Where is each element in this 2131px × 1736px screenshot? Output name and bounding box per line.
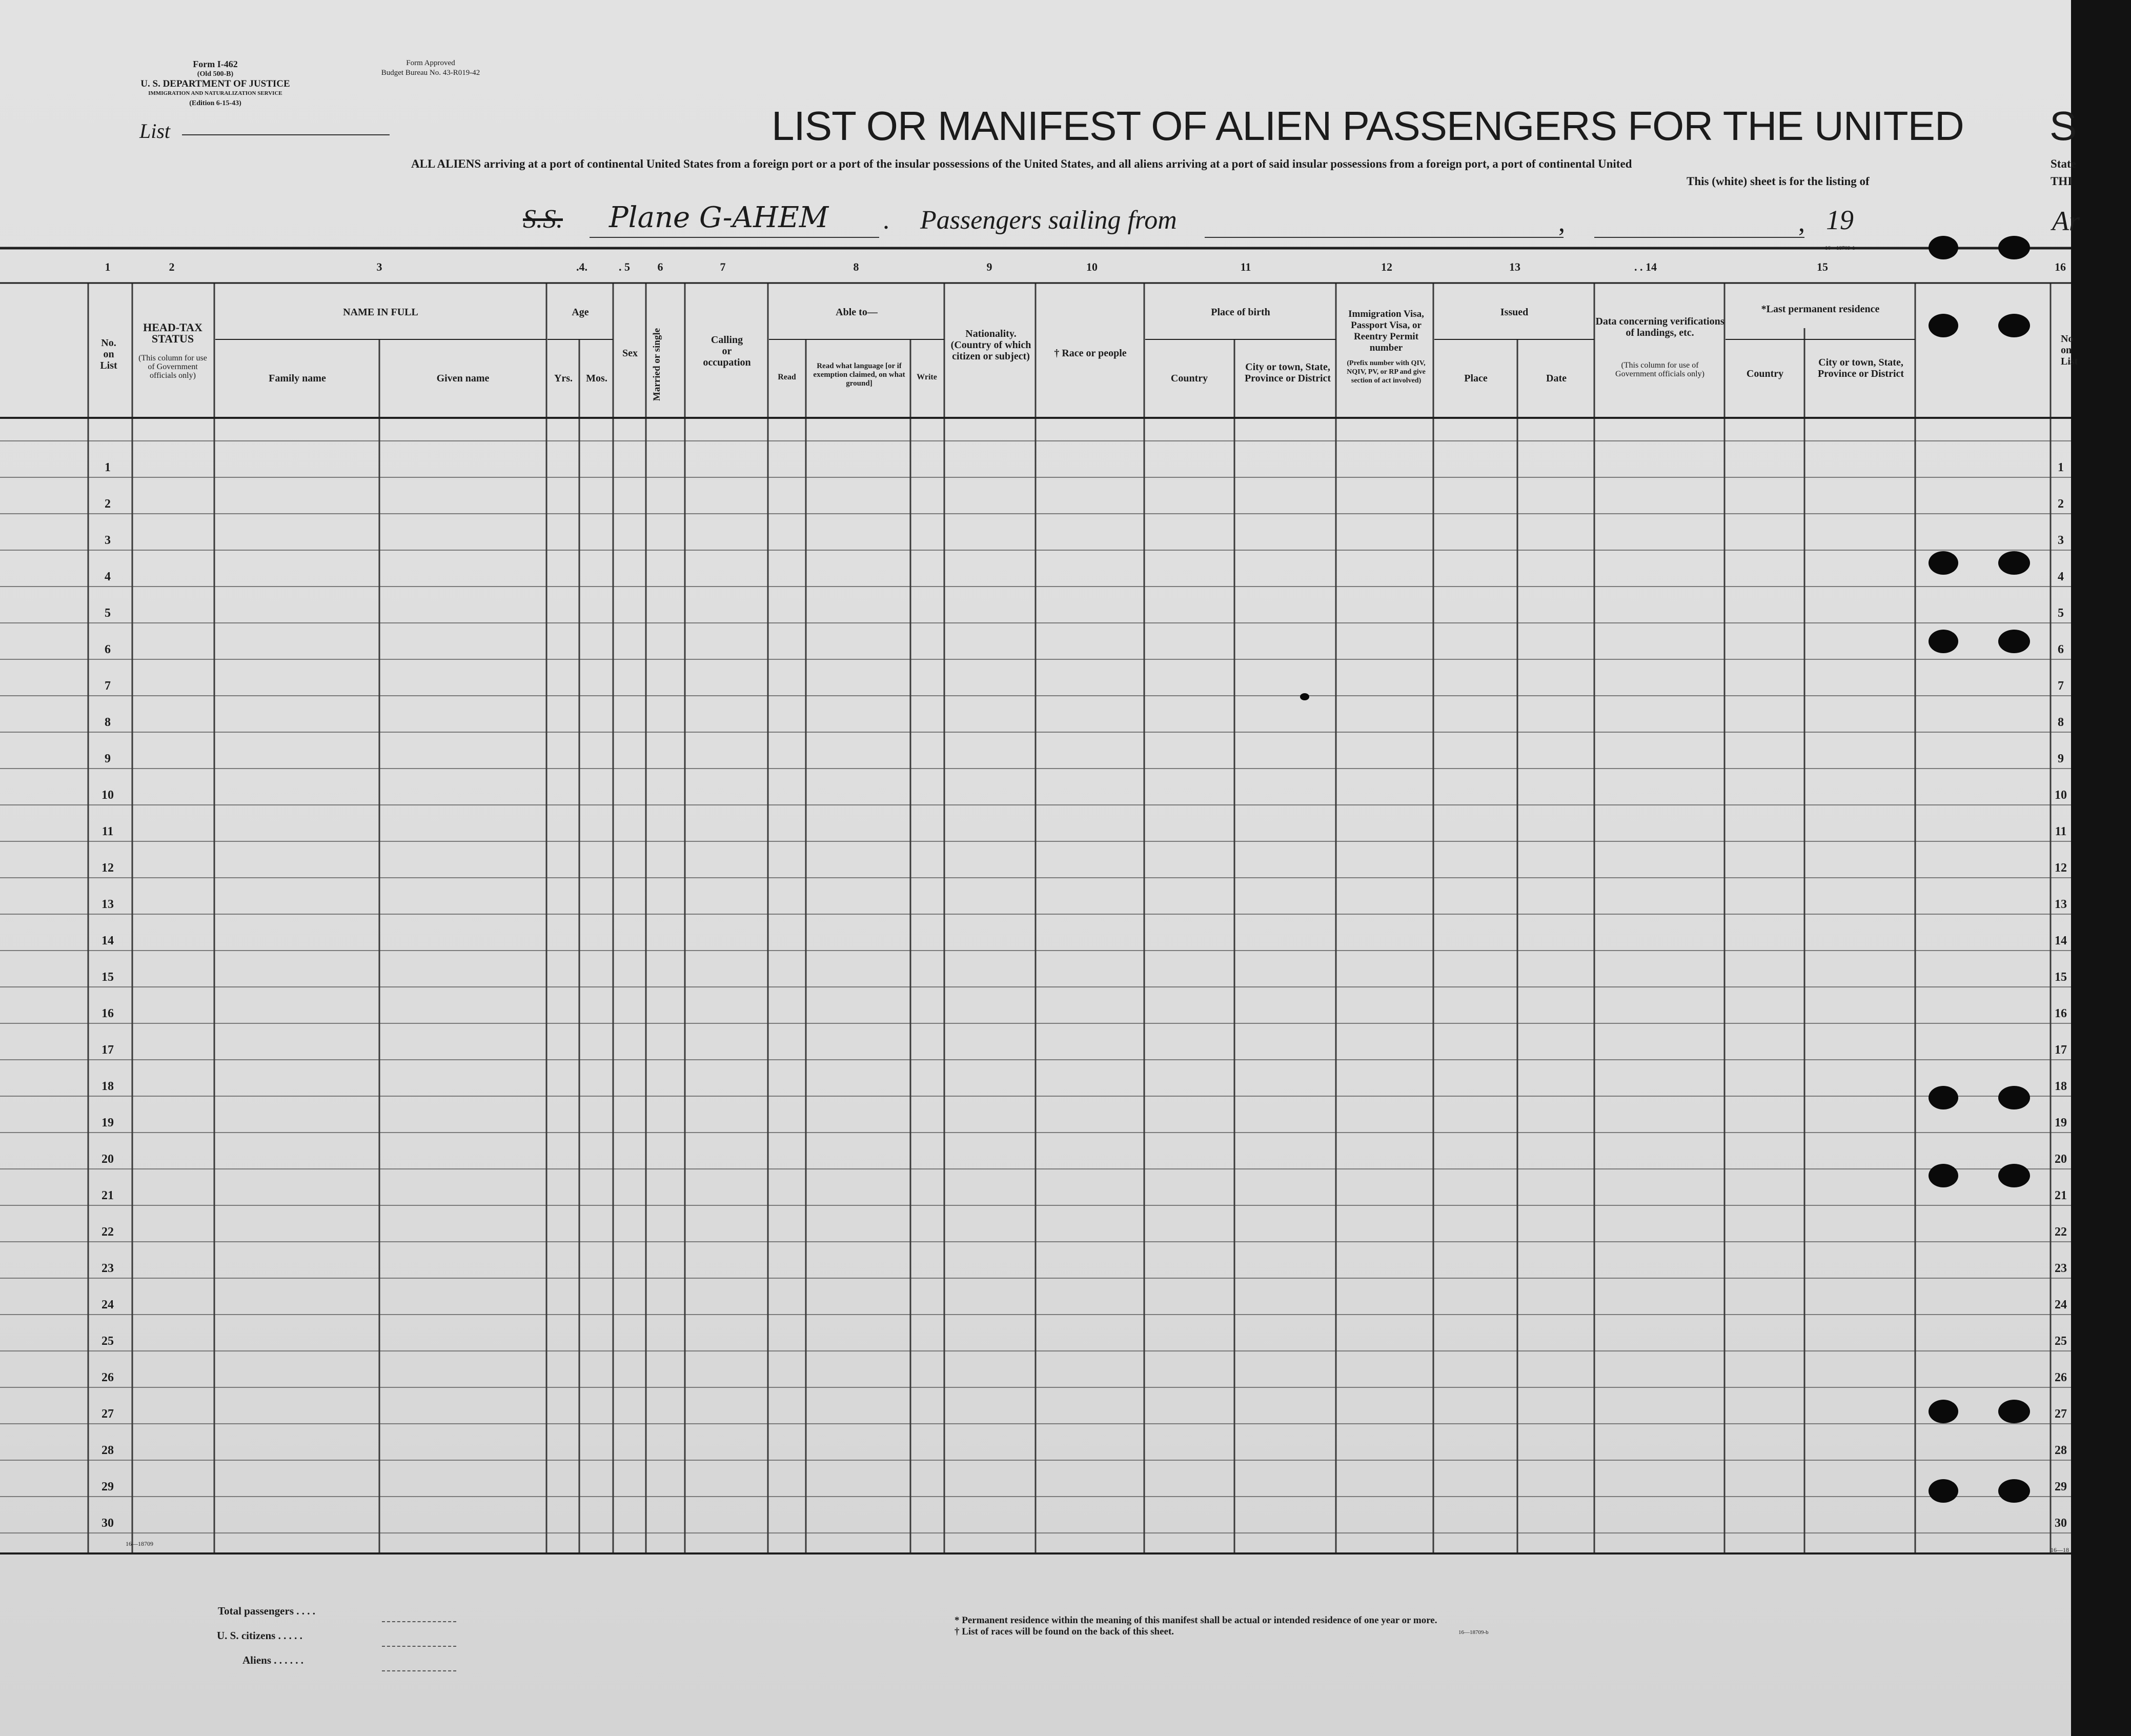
header-issued-place: Place [1464, 373, 1488, 384]
col-num-5: . 5 [619, 260, 630, 273]
row-number: 3 [105, 534, 111, 547]
row-number: 7 [105, 679, 111, 693]
footnote-print-code: 16—18709-b [1458, 1629, 1489, 1636]
row-number-edge: 17 [2055, 1043, 2067, 1057]
col-num-14: . . 14 [1634, 260, 1657, 273]
row-number-edge: 4 [2058, 570, 2064, 583]
header-last-residence: *Last permanent residence [1761, 304, 1880, 315]
row-number: 13 [102, 898, 114, 911]
row-number-edge: 8 [2058, 716, 2064, 729]
row-number: 1 [105, 461, 111, 474]
row-number-edge: 26 [2055, 1371, 2067, 1384]
row-number: 17 [102, 1043, 114, 1057]
header-yrs: Yrs. [554, 373, 573, 384]
punch-hole [1929, 551, 1958, 575]
row-number-edge: 24 [2055, 1298, 2067, 1311]
row-number-edge: 12 [2055, 861, 2067, 875]
punch-hole [1998, 1400, 2030, 1423]
row-number: 20 [102, 1153, 114, 1166]
approval-line-1: Form Approved [406, 59, 455, 67]
subtitle-edge-fragment-2: THI [2051, 175, 2073, 188]
row-number: 11 [102, 825, 114, 838]
punch-hole [1998, 1164, 2030, 1187]
total-passengers-label: Total passengers . . . . [218, 1605, 315, 1617]
header-data-concerning: Data concerning verifications of landings, etc. [1595, 316, 1724, 338]
passengers-sailing-label: Passengers sailing from [920, 206, 1177, 235]
col-num-16-edge: 16 [2055, 260, 2066, 273]
punch-hole [1929, 314, 1958, 337]
approval-line-2: Budget Bureau No. 43-R019-42 [381, 69, 480, 77]
row-number: 19 [102, 1116, 114, 1129]
row-number-edge: 5 [2058, 607, 2064, 620]
footnote-permanent-residence: * Permanent residence within the meaning of this manifest shall be actual or intended residence of one year or more. [955, 1615, 1437, 1626]
header-no-on-list [88, 337, 129, 371]
row-number: 10 [102, 789, 114, 802]
header-married: Married or single [652, 328, 662, 401]
manifest-title: LIST OR MANIFEST OF ALIEN PASSENGERS FOR THE UNITED [772, 103, 1964, 149]
col-num-13: 13 [1509, 260, 1520, 273]
row-number-edge: 16 [2055, 1007, 2067, 1020]
header-on: on [103, 349, 114, 360]
header-edge-no: No [2061, 333, 2074, 345]
row-number: 16 [102, 1007, 114, 1020]
header-able-to: Able to— [836, 307, 878, 318]
punch-hole [1929, 630, 1958, 653]
row-number: 21 [102, 1189, 114, 1202]
year-prefix: 19 [1826, 205, 1854, 235]
aliens-line [382, 1670, 456, 1671]
row-number-edge: 2 [2058, 497, 2064, 511]
header-write: Write [917, 373, 937, 381]
header-calling [686, 334, 768, 368]
col-num-7: 7 [720, 260, 726, 273]
col-num-3: 3 [376, 260, 382, 273]
ss-label: S.S. [523, 205, 563, 234]
header-data-note: (This column for use of Government officials only) [1615, 361, 1704, 378]
vessel-edge-fragment: Ar [2052, 206, 2080, 236]
print-code-top-right: 16—18709-1 [1825, 245, 1855, 251]
row-number-edge: 14 [2055, 934, 2067, 947]
punch-hole [1998, 1479, 2030, 1503]
header-res-country: Country [1746, 368, 1784, 379]
row-number-edge: 9 [2058, 752, 2064, 765]
header-sex: Sex [622, 348, 638, 359]
punch-hole [1929, 1164, 1958, 1187]
punch-hole [1929, 1479, 1958, 1503]
row-number: 24 [102, 1298, 114, 1311]
row-number-edge: 15 [2055, 971, 2067, 984]
punch-hole [1929, 1086, 1958, 1109]
row-number-edge: 6 [2058, 643, 2064, 656]
header-issued: Issued [1500, 307, 1529, 318]
row-number: 18 [102, 1080, 114, 1093]
col-num-15: 15 [1817, 260, 1828, 273]
punch-hole [1929, 1400, 1958, 1423]
header-no-on-list-edge [2061, 333, 2081, 367]
header-head-tax: HEAD-TAX STATUS [143, 321, 202, 345]
header-visa-note: (Prefix number with QIV, NQIV, PV, or RP and give section of act involved) [1347, 359, 1426, 385]
row-number-edge: 10 [2055, 789, 2067, 802]
col-num-2: 2 [169, 260, 175, 273]
vessel-name-handwritten: Plane G-AHEM [609, 201, 829, 234]
row-number: 28 [102, 1444, 114, 1457]
header-place-of-birth: Place of birth [1211, 307, 1270, 318]
col-num-6: 6 [657, 260, 663, 273]
col-num-10: 10 [1086, 260, 1098, 273]
print-code-bottom-left: 16—18709 [126, 1540, 153, 1547]
header-edge-on: on [2061, 345, 2072, 356]
header-race: † Race or people [1054, 348, 1127, 359]
list-label: List [139, 119, 171, 143]
row-number-edge: 18 [2055, 1080, 2067, 1093]
row-number-edge: 3 [2058, 534, 2064, 547]
row-number: 2 [105, 497, 111, 511]
us-citizens-line [382, 1646, 456, 1647]
col-num-4: .4. [576, 260, 587, 273]
header-age: Age [572, 307, 589, 318]
service-name: IMMIGRATION AND NATURALIZATION SERVICE [148, 90, 282, 96]
punch-hole [1929, 236, 1958, 259]
header-read-what: Read what language [or if exemption claimed, on what ground] [813, 362, 905, 388]
col-num-9: 9 [986, 260, 992, 273]
header-nationality: Nationality. (Country of which citizen or subject) [950, 328, 1031, 362]
manifest-subtitle-2: This (white) sheet is for the listing of [1687, 175, 1870, 188]
row-number-edge: 21 [2055, 1189, 2067, 1202]
total-passengers-line [382, 1621, 456, 1622]
col-num-11: 11 [1240, 260, 1251, 273]
header-calling-line-3: occupation [703, 357, 751, 368]
punch-hole [1998, 1086, 2030, 1109]
row-number: 22 [102, 1225, 114, 1239]
row-number-edge: 29 [2055, 1480, 2067, 1493]
header-no: No. [101, 337, 116, 349]
department-name: U. S. DEPARTMENT OF JUSTICE [140, 78, 290, 89]
header-visa: Immigration Visa, Passport Visa, or Reentry Permit number [1348, 309, 1424, 353]
subtitle-edge-fragment-1: State [2051, 157, 2076, 170]
row-number: 27 [102, 1407, 114, 1421]
header-edge-list: List [2061, 356, 2078, 367]
header-birth-city: City or town, State, Province or District [1244, 361, 1331, 384]
row-number-edge: 25 [2055, 1335, 2067, 1348]
header-list: List [100, 360, 117, 371]
header-family-name: Family name [269, 373, 326, 384]
row-number: 15 [102, 971, 114, 984]
header-read: Read [778, 373, 796, 381]
col-num-12: 12 [1381, 260, 1392, 273]
row-number-edge: 23 [2055, 1262, 2067, 1275]
row-number-edge: 28 [2055, 1444, 2067, 1457]
row-number: 5 [105, 607, 111, 620]
form-number: Form I-462 [193, 59, 238, 69]
row-number: 9 [105, 752, 111, 765]
header-given-name: Given name [436, 373, 490, 384]
sailing-comma: , [1558, 208, 1565, 237]
punch-hole [1998, 236, 2030, 259]
row-number-edge: 11 [2055, 825, 2067, 838]
vessel-name-dot: . [883, 206, 889, 235]
row-number-edge: 7 [2058, 679, 2064, 693]
row-number-edge: 13 [2055, 898, 2067, 911]
manifest-subtitle: ALL ALIENS arriving at a port of continental United States from a foreign port or a port of the insular possessions of the United States, and all aliens arriving at a port of said insular possessions from a foreign port, a port of continental United [411, 157, 1632, 170]
aliens-label: Aliens . . . . . . [242, 1654, 304, 1666]
row-number-edge: 19 [2055, 1116, 2067, 1129]
punch-hole [1998, 314, 2030, 337]
header-head-tax-note: (This column for use of Government officials only) [138, 354, 207, 380]
header-calling-line-2: or [722, 346, 732, 357]
footnote-races: † List of races will be found on the back of this sheet. [955, 1626, 1174, 1637]
header-birth-country: Country [1170, 373, 1208, 384]
row-number: 25 [102, 1335, 114, 1348]
punch-hole [1998, 551, 2030, 575]
row-number: 4 [105, 570, 111, 583]
row-number: 23 [102, 1262, 114, 1275]
punch-hole [1998, 630, 2030, 653]
col-num-1: 1 [105, 260, 111, 273]
stray-ink-dot [1300, 693, 1309, 700]
header-mos: Mos. [586, 373, 607, 384]
print-code-bottom-right: 16—18 [2051, 1546, 2069, 1553]
row-number: 12 [102, 861, 114, 875]
row-number-edge: 30 [2055, 1517, 2067, 1530]
row-number: 26 [102, 1371, 114, 1384]
row-number-edge: 27 [2055, 1407, 2067, 1421]
row-number: 14 [102, 934, 114, 947]
col-num-8: 8 [853, 260, 859, 273]
row-number-edge: 22 [2055, 1225, 2067, 1239]
form-edition: (Edition 6-15-43) [189, 99, 241, 107]
row-number: 29 [102, 1480, 114, 1493]
us-citizens-label: U. S. citizens . . . . . [217, 1629, 302, 1642]
header-res-city: City or town, State, Province or District [1817, 357, 1904, 379]
row-number: 30 [102, 1517, 114, 1530]
header-issued-date: Date [1546, 373, 1567, 384]
row-number: 8 [105, 716, 111, 729]
row-number-edge: 1 [2058, 461, 2064, 474]
header-calling-line-1: Calling [711, 334, 743, 346]
row-number: 6 [105, 643, 111, 656]
title-edge-fragment: S [2049, 103, 2077, 149]
form-old-number: (Old 500-B) [197, 70, 234, 78]
header-name-in-full: NAME IN FULL [343, 307, 418, 318]
row-number-edge: 20 [2055, 1153, 2067, 1166]
year-comma: , [1798, 208, 1805, 237]
